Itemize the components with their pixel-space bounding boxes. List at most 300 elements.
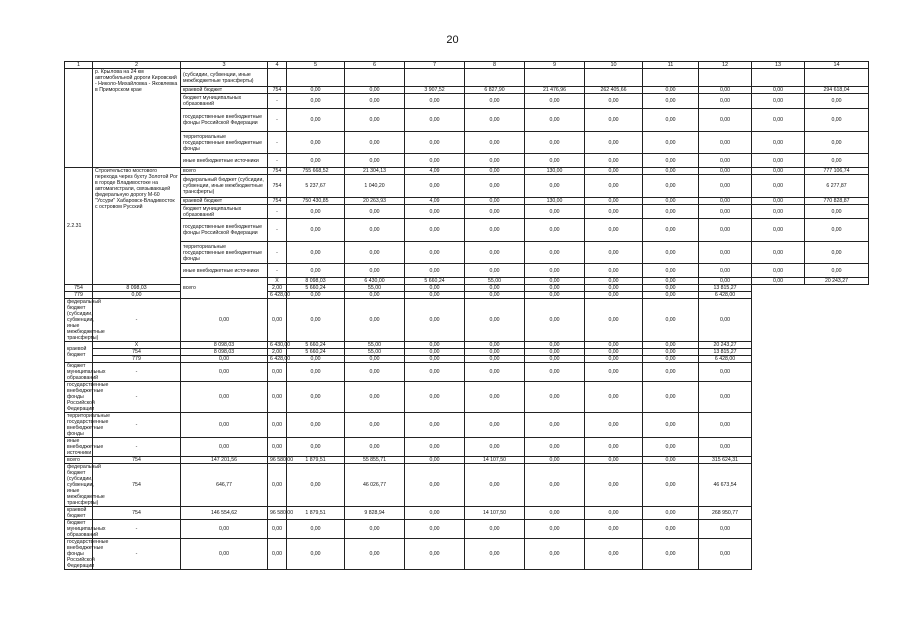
year-value: 0,00 [585, 132, 643, 154]
year-value: 0,00 [465, 198, 525, 205]
year-value: 0,00 [268, 299, 287, 342]
year-value: 0,00 [465, 109, 525, 132]
year-value: 0,00 [585, 285, 643, 292]
table-row [65, 278, 869, 285]
year-value: 0,00 [465, 205, 525, 219]
year-value: 0,00 [752, 205, 805, 219]
year-value: 0,00 [405, 457, 465, 464]
year-value: 0,00 [345, 154, 405, 168]
grbs-code: - [268, 94, 287, 109]
year-value: 8 098,03 [287, 278, 345, 285]
year-value: 46 026,77 [345, 464, 405, 507]
year-value: 0,00 [805, 109, 869, 132]
grbs-code: 754 [268, 175, 287, 198]
year-value: 0,00 [465, 94, 525, 109]
year-value: 0,00 [181, 520, 268, 539]
funding-source: краевой бюджет [65, 507, 93, 520]
year-value: 0,00 [405, 264, 465, 278]
year-value: 0,00 [643, 356, 699, 363]
year-value: 0,00 [585, 457, 643, 464]
year-value: 0,00 [287, 109, 345, 132]
year-value: 0,00 [585, 278, 643, 285]
table-row [65, 219, 869, 242]
year-value: 0,00 [752, 219, 805, 242]
year-value: 646,77 [181, 464, 268, 507]
year-value: 0,00 [465, 356, 525, 363]
year-value: 0,00 [181, 363, 268, 382]
year-value: 0,00 [585, 539, 643, 570]
header-row [65, 62, 869, 69]
year-value: 0,00 [525, 413, 585, 438]
year-value: 0,00 [585, 242, 643, 264]
funding-source: всего [181, 278, 268, 299]
table-row [65, 382, 869, 413]
year-value: 0,00 [465, 539, 525, 570]
year-value: 0,00 [525, 219, 585, 242]
year-value: 0,00 [699, 198, 752, 205]
year-value: 0,00 [699, 242, 752, 264]
year-value: 8 098,03 [181, 349, 268, 356]
table-row [65, 349, 869, 356]
year-value: 0,00 [405, 363, 465, 382]
year-value: 20 243,27 [805, 278, 869, 285]
year-value: 55,00 [345, 285, 405, 292]
year-value: 0,00 [525, 363, 585, 382]
year-value: 0,00 [805, 242, 869, 264]
grbs-code: 754 [93, 464, 181, 507]
year-value: 0,00 [585, 154, 643, 168]
year-value: 147 201,56 [181, 457, 268, 464]
year-value: 0,00 [345, 242, 405, 264]
year-value: 0,00 [405, 94, 465, 109]
year-value: 0,00 [643, 342, 699, 349]
year-value: 0,00 [643, 299, 699, 342]
grbs-code: - [268, 154, 287, 168]
year-value: 0,00 [525, 132, 585, 154]
year-value: 0,00 [643, 87, 699, 94]
year-value: 6 430,00 [345, 278, 405, 285]
header-cell: 10 [585, 62, 643, 69]
grbs-code: - [93, 363, 181, 382]
year-value: 0,00 [345, 87, 405, 94]
year-value: 0,00 [405, 109, 465, 132]
year-value: 0,00 [465, 382, 525, 413]
year-value: 0,00 [585, 342, 643, 349]
year-value: 0,00 [405, 219, 465, 242]
table-row [65, 438, 869, 457]
year-value: 0,00 [287, 299, 345, 342]
year-value: 0,00 [465, 264, 525, 278]
year-value: 0,00 [752, 87, 805, 94]
year-value: 0,00 [465, 342, 525, 349]
year-value: 0,00 [465, 285, 525, 292]
table-row [65, 205, 869, 219]
year-value: 0,00 [525, 292, 585, 299]
year-value: 5 660,24 [287, 342, 345, 349]
year-value: 0,00 [699, 168, 752, 175]
year-value: 0,00 [585, 109, 643, 132]
header-cell: 12 [699, 62, 752, 69]
year-value [805, 69, 869, 87]
year-value: 21 476,96 [525, 87, 585, 94]
year-value: 0,00 [465, 132, 525, 154]
grbs-code: 779 [93, 356, 181, 363]
year-value: 6 428,00 [268, 356, 287, 363]
year-value [345, 69, 405, 87]
year-value: 8 098,03 [93, 285, 181, 292]
year-value: 14 107,50 [465, 507, 525, 520]
year-value: 0,00 [287, 264, 345, 278]
year-value: 268 950,77 [699, 507, 752, 520]
year-value: 0,00 [643, 132, 699, 154]
year-value: 0,00 [287, 219, 345, 242]
year-value [465, 69, 525, 87]
year-value: 0,00 [268, 438, 287, 457]
table-row [65, 356, 869, 363]
year-value: 0,00 [585, 356, 643, 363]
year-value: 0,00 [525, 438, 585, 457]
year-value: 0,00 [643, 413, 699, 438]
year-value: 0,00 [525, 520, 585, 539]
year-value: 96 580,00 [268, 457, 287, 464]
year-value: 0,00 [405, 285, 465, 292]
grbs-code: - [93, 438, 181, 457]
year-value: 0,00 [643, 168, 699, 175]
year-value: 0,00 [643, 285, 699, 292]
year-value: 0,00 [345, 109, 405, 132]
year-value: 4,09 [405, 198, 465, 205]
grbs-code: 779 [65, 292, 93, 299]
year-value: 0,00 [752, 175, 805, 198]
year-value: 0,00 [268, 520, 287, 539]
year-value: 0,00 [585, 198, 643, 205]
year-value: 0,00 [585, 205, 643, 219]
year-value: 46 673,54 [699, 464, 752, 507]
year-value: 0,00 [345, 438, 405, 457]
header-cell: 3 [181, 62, 268, 69]
year-value: 0,00 [345, 363, 405, 382]
year-value: 0,00 [643, 464, 699, 507]
year-value: 0,00 [345, 219, 405, 242]
year-value: 0,00 [345, 292, 405, 299]
year-value: 4,09 [405, 168, 465, 175]
year-value: 0,00 [181, 539, 268, 570]
year-value: 0,00 [405, 205, 465, 219]
grbs-code: 754 [268, 87, 287, 94]
table-row [65, 457, 869, 464]
year-value: 0,00 [181, 382, 268, 413]
year-value: 0,00 [699, 520, 752, 539]
year-value: 0,00 [585, 520, 643, 539]
funding-source: бюджет муниципальных образований [65, 363, 93, 382]
table-row [65, 87, 869, 94]
year-value: 5 237,67 [287, 175, 345, 198]
year-value: 0,00 [287, 438, 345, 457]
table-row [65, 109, 869, 132]
year-value: 0,00 [643, 507, 699, 520]
year-value: 0,00 [525, 242, 585, 264]
year-value: 0,00 [805, 132, 869, 154]
year-value: 0,00 [699, 278, 752, 285]
year-value: 0,00 [752, 198, 805, 205]
grbs-code: X [93, 342, 181, 349]
table-row [65, 94, 869, 109]
year-value: 21 304,13 [345, 168, 405, 175]
year-value: 0,00 [585, 219, 643, 242]
year-value: 6 277,87 [805, 175, 869, 198]
year-value: 0,00 [643, 382, 699, 413]
year-value: 0,00 [287, 356, 345, 363]
table-row [65, 69, 869, 87]
grbs-code: - [268, 219, 287, 242]
year-value: 0,00 [345, 356, 405, 363]
year-value: 0,00 [525, 205, 585, 219]
grbs-code: - [268, 109, 287, 132]
table-row [65, 264, 869, 278]
year-value: 0,00 [287, 382, 345, 413]
funding-source: всего [181, 168, 268, 175]
year-value: 6 827,90 [465, 87, 525, 94]
grbs-code: - [268, 242, 287, 264]
year-value: 0,00 [643, 349, 699, 356]
year-value: 0,00 [465, 520, 525, 539]
table-row [65, 539, 869, 570]
year-value: 130,00 [525, 168, 585, 175]
year-value: 0,00 [405, 132, 465, 154]
year-value: 0,00 [805, 219, 869, 242]
year-value: 0,00 [752, 154, 805, 168]
year-value: 0,00 [405, 464, 465, 507]
header-cell: 9 [525, 62, 585, 69]
grbs-code: 754 [93, 457, 181, 464]
header-cell: 8 [465, 62, 525, 69]
year-value: 20 243,27 [699, 342, 752, 349]
year-value: 0,00 [585, 264, 643, 278]
year-value [699, 69, 752, 87]
year-value: 0,00 [345, 539, 405, 570]
header-cell: 4 [268, 62, 287, 69]
year-value: 777 106,74 [805, 168, 869, 175]
grbs-code: - [93, 382, 181, 413]
year-value: 146 554,62 [181, 507, 268, 520]
table-row [65, 132, 869, 154]
header-cell: 2 [93, 62, 181, 69]
table-row [65, 363, 869, 382]
year-value: 1 879,51 [287, 457, 345, 464]
header-cell: 14 [805, 62, 869, 69]
year-value: 0,00 [585, 292, 643, 299]
year-value: 0,00 [525, 285, 585, 292]
funding-source: федеральный бюджет (субсидии, субвенции, иные межбюджетные трансферты) [65, 299, 93, 342]
year-value: 6 428,00 [699, 292, 752, 299]
table-row [65, 154, 869, 168]
year-value: 0,00 [752, 132, 805, 154]
year-value: 0,00 [405, 299, 465, 342]
year-value: 0,00 [805, 205, 869, 219]
grbs-code: 754 [268, 168, 287, 175]
year-value: 0,00 [465, 219, 525, 242]
year-value: 6 428,00 [268, 292, 287, 299]
year-value: 0,00 [465, 175, 525, 198]
year-value: 0,00 [525, 264, 585, 278]
table-row [65, 242, 869, 264]
header-cell: 11 [643, 62, 699, 69]
year-value: 0,00 [405, 438, 465, 457]
year-value: 0,00 [585, 464, 643, 507]
year-value: 0,00 [805, 94, 869, 109]
year-value: 0,00 [699, 109, 752, 132]
grbs-code: - [93, 539, 181, 570]
year-value: 0,00 [585, 94, 643, 109]
year-value: 0,00 [643, 109, 699, 132]
item-number: 2.2.31 [65, 168, 93, 285]
grbs-code: - [93, 520, 181, 539]
year-value: 0,00 [525, 349, 585, 356]
year-value: 0,00 [699, 382, 752, 413]
year-value: 0,00 [268, 382, 287, 413]
funding-source: иные внебюджетные источники [181, 154, 268, 168]
page-number: 20 [446, 34, 459, 46]
grbs-code: 754 [93, 507, 181, 520]
funding-source: бюджет муниципальных образований [65, 520, 93, 539]
table-row [65, 507, 869, 520]
year-value: 9 828,94 [345, 507, 405, 520]
year-value: 0,00 [643, 363, 699, 382]
year-value [643, 69, 699, 87]
year-value [752, 69, 805, 87]
year-value: 0,00 [752, 242, 805, 264]
year-value: 0,00 [699, 205, 752, 219]
year-value: 5 660,24 [287, 285, 345, 292]
year-value: 0,00 [405, 507, 465, 520]
funding-source: государственные внебюджетные фонды Российской Федерации [65, 382, 93, 413]
year-value: 0,00 [268, 413, 287, 438]
funding-source: бюджет муниципальных образований [181, 205, 268, 219]
year-value: 0,00 [525, 539, 585, 570]
year-value: 14 107,50 [465, 457, 525, 464]
year-value: 96 580,00 [268, 507, 287, 520]
table-row [65, 520, 869, 539]
year-value: 315 624,31 [699, 457, 752, 464]
year-value: 0,00 [699, 219, 752, 242]
year-value: 0,00 [525, 175, 585, 198]
funding-source: краевой бюджет [181, 198, 268, 205]
year-value [405, 69, 465, 87]
header-cell: 5 [287, 62, 345, 69]
funding-source: государственные внебюджетные фонды Российской Федерации [181, 219, 268, 242]
table-row [65, 413, 869, 438]
funding-source: всего [65, 457, 93, 464]
year-value: 8 098,03 [181, 342, 268, 349]
year-value: 0,00 [268, 363, 287, 382]
year-value: 0,00 [643, 292, 699, 299]
year-value: 6 428,00 [699, 356, 752, 363]
year-value: 0,00 [643, 264, 699, 278]
funding-source: государственные внебюджетные фонды Российской Федерации [181, 109, 268, 132]
item-number [65, 69, 93, 168]
year-value: 1 040,20 [345, 175, 405, 198]
year-value: 755 668,52 [287, 168, 345, 175]
year-value: 6 430,00 [268, 342, 287, 349]
year-value: 0,00 [585, 299, 643, 342]
year-value: 5 660,24 [287, 349, 345, 356]
year-value: 0,00 [405, 154, 465, 168]
year-value: 0,00 [345, 382, 405, 413]
table-row [65, 342, 869, 349]
grbs-code: 754 [93, 349, 181, 356]
year-value: 0,00 [287, 464, 345, 507]
year-value: 0,00 [585, 507, 643, 520]
year-value: 0,00 [287, 520, 345, 539]
year-value: 294 618,04 [805, 87, 869, 94]
year-value: 0,00 [405, 520, 465, 539]
year-value: 0,00 [643, 219, 699, 242]
year-value: 0,00 [181, 438, 268, 457]
year-value: 0,00 [287, 154, 345, 168]
year-value: 0,00 [752, 264, 805, 278]
header-cell: 7 [405, 62, 465, 69]
year-value: 13 815,27 [699, 285, 752, 292]
year-value: 0,00 [643, 94, 699, 109]
year-value: 55,00 [345, 342, 405, 349]
year-value: 0,00 [345, 413, 405, 438]
year-value: 0,00 [405, 349, 465, 356]
grbs-code: - [93, 299, 181, 342]
year-value: 1 879,51 [287, 507, 345, 520]
year-value: 0,00 [405, 539, 465, 570]
year-value: 0,00 [585, 175, 643, 198]
year-value: 0,00 [405, 175, 465, 198]
year-value: 0,00 [699, 264, 752, 278]
grbs-code: - [93, 413, 181, 438]
year-value: 0,00 [585, 382, 643, 413]
header-cell: 1 [65, 62, 93, 69]
year-value: 0,00 [93, 292, 181, 299]
grbs-code: 754 [65, 285, 93, 292]
year-value: 0,00 [405, 413, 465, 438]
year-value: 0,00 [465, 242, 525, 264]
year-value: 0,00 [525, 356, 585, 363]
year-value: 0,00 [181, 299, 268, 342]
year-value: 0,00 [465, 292, 525, 299]
year-value: 0,00 [525, 457, 585, 464]
year-value [525, 69, 585, 87]
year-value: 262 405,66 [585, 87, 643, 94]
year-value: 0,00 [525, 464, 585, 507]
year-value: 0,00 [465, 438, 525, 457]
grbs-code: 754 [268, 198, 287, 205]
year-value: 0,00 [287, 87, 345, 94]
year-value: 0,00 [643, 520, 699, 539]
year-value: 0,00 [643, 457, 699, 464]
year-value: 0,00 [699, 87, 752, 94]
grbs-code: - [268, 205, 287, 219]
year-value: 0,00 [699, 539, 752, 570]
grbs-code: - [268, 132, 287, 154]
year-value: 0,00 [643, 242, 699, 264]
funding-source: федеральный бюджет (субсидии, субвенции, иные межбюджетные трансферты) [65, 464, 93, 507]
funding-source: (субсидии, субвенции, иные межбюджетные трансферты) [181, 69, 268, 87]
funding-source: территориальные государственные внебюджетные фонды [181, 132, 268, 154]
year-value: 0,00 [752, 168, 805, 175]
funding-source: государственные внебюджетные фонды Российской Федерации [65, 539, 93, 570]
year-value: 0,00 [525, 299, 585, 342]
year-value: 0,00 [525, 382, 585, 413]
year-value: 0,00 [805, 264, 869, 278]
funding-source: краевой бюджет [65, 342, 93, 363]
year-value: 0,00 [585, 413, 643, 438]
grbs-code [268, 69, 287, 87]
